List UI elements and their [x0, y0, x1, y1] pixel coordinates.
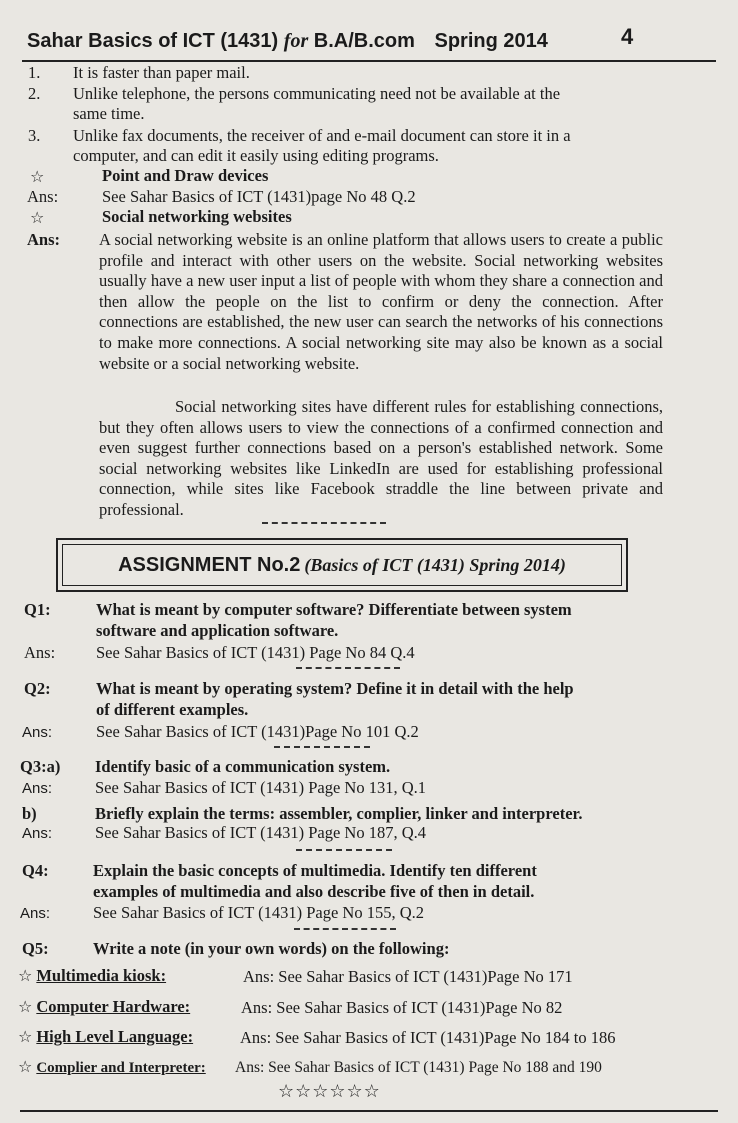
assignment-label: ASSIGNMENT No.2	[118, 553, 301, 576]
star-icon: ☆	[30, 208, 45, 227]
assignment-title-box	[56, 538, 628, 592]
question-label-q3a: Q3:a)	[20, 757, 61, 776]
question-q4-line-2: examples of multimedia and also describe five of then in detail.	[93, 882, 535, 901]
answer-label: Ans:	[24, 643, 56, 662]
answer-text-point-draw: See Sahar Basics of ICT (1431)page No 48 Q.2	[102, 187, 416, 206]
star-icon: ☆	[18, 997, 33, 1016]
question-label-q5: Q5:	[22, 939, 49, 958]
header-for: for	[283, 30, 309, 52]
list-item-3-line-2: computer, and can edit it easily using editing programs.	[73, 146, 439, 165]
answer-label: Ans:	[22, 780, 53, 797]
question-q2-line-2: of different examples.	[96, 700, 249, 719]
question-q4-line-1: Explain the basic concepts of multimedia. Identify ten different	[93, 861, 537, 880]
note-item	[18, 1027, 193, 1048]
star-icon: ☆	[18, 966, 33, 985]
list-item-2-line-1: Unlike telephone, the persons communicating need not be available at the	[73, 84, 561, 103]
star-icon: ☆	[18, 1057, 33, 1076]
note-answer: Ans: See Sahar Basics of ICT (1431)Page No 184 to 186	[240, 1028, 616, 1047]
note-item	[18, 1057, 206, 1079]
list-item-2-line-2: same time.	[73, 104, 145, 123]
social-paragraph-1: A social networking website is an online platform that allows users to create a public profile and interact with other users on the website. Social networking websites usually have a new user input a list of people with whom they share a connection and then allow the people on the list to confirm or deny the connection. After connections are established, the new user can search the networks of his connections to make more connections. A social networking site may also be known as a social website or a social networking website.	[99, 230, 663, 373]
page-header	[27, 30, 548, 53]
note-item	[18, 966, 166, 987]
list-number-2: 2.	[28, 84, 41, 103]
header-session: Spring 2014	[434, 30, 548, 52]
question-q3b: Briefly explain the terms: assembler, complier, linker and interpreter.	[95, 804, 583, 823]
list-item-1-line-1: It is faster than paper mail.	[73, 63, 250, 82]
answer-q1: See Sahar Basics of ICT (1431) Page No 84 Q.4	[96, 643, 415, 662]
footer-rule	[20, 1110, 718, 1112]
answer-label-bold: Ans:	[27, 230, 61, 249]
note-topic: Computer Hardware:	[36, 997, 191, 1016]
dashed-separator	[294, 928, 396, 930]
question-q1-line-1: What is meant by computer software? Differentiate between system	[96, 600, 572, 619]
dashed-separator	[274, 746, 370, 748]
answer-q2: See Sahar Basics of ICT (1431)Page No 101 Q.2	[96, 722, 419, 741]
question-label-q1: Q1:	[24, 600, 51, 619]
list-item-3-line-1: Unlike fax documents, the receiver of and e-mail document can store it in a	[73, 126, 571, 145]
note-topic: Complier and Interpreter:	[36, 1060, 206, 1076]
topic-heading-social: Social networking websites	[102, 207, 292, 226]
footer-stars: ☆☆☆☆☆☆	[278, 1081, 381, 1102]
answer-label: Ans:	[22, 724, 53, 741]
star-icon: ☆	[30, 167, 45, 186]
answer-q3b: See Sahar Basics of ICT (1431) Page No 187, Q.4	[95, 823, 427, 842]
list-number-1: 1.	[28, 63, 41, 82]
assignment-course: (Basics of ICT (1431) Spring 2014)	[304, 554, 566, 575]
star-icon: ☆	[18, 1027, 33, 1046]
list-number-3: 3.	[28, 126, 41, 145]
dashed-separator	[296, 667, 400, 669]
question-q5: Write a note (in your own words) on the following:	[93, 939, 450, 958]
answer-q3a: See Sahar Basics of ICT (1431) Page No 131, Q.1	[95, 778, 427, 797]
topic-heading-point-draw: Point and Draw devices	[102, 166, 269, 185]
answer-label: Ans:	[22, 825, 53, 842]
answer-label: Ans:	[20, 905, 51, 922]
answer-label: Ans:	[27, 187, 59, 206]
question-q2-line-1: What is meant by operating system? Define it in detail with the help	[96, 679, 574, 698]
answer-q4: See Sahar Basics of ICT (1431) Page No 155, Q.2	[93, 903, 425, 922]
question-label-q4: Q4:	[22, 861, 49, 880]
page-number: 4	[621, 24, 634, 49]
note-answer: Ans: See Sahar Basics of ICT (1431)Page No 82	[241, 998, 563, 1017]
dashed-separator	[262, 522, 386, 524]
header-course: B.A/B.com	[313, 30, 415, 52]
note-answer: Ans: See Sahar Basics of ICT (1431)Page No 171	[243, 967, 573, 986]
social-paragraph-2: Social networking sites have different rules for establishing connections, but they often allows users to view the connections of a confirmed connection and even suggest further connections based on a person's established network. Some social networking websites like LinkedIn are used for establishing professional connection, while sites like Facebook straddle the line between private and professional.	[99, 397, 663, 519]
question-label-q3b: b)	[22, 804, 37, 823]
dashed-separator	[296, 849, 392, 851]
header-rule	[22, 60, 716, 62]
note-topic: Multimedia kiosk:	[36, 966, 167, 985]
question-q3a: Identify basic of a communication system.	[95, 757, 391, 776]
note-topic: High Level Language:	[36, 1027, 194, 1046]
question-q1-line-2: software and application software.	[96, 621, 339, 640]
note-answer: Ans: See Sahar Basics of ICT (1431) Page No 188 and 190	[235, 1059, 602, 1076]
assignment-title-inner	[62, 544, 622, 586]
header-title: Sahar Basics of ICT (1431)	[27, 30, 279, 52]
note-item	[18, 997, 190, 1018]
question-label-q2: Q2:	[24, 679, 51, 698]
